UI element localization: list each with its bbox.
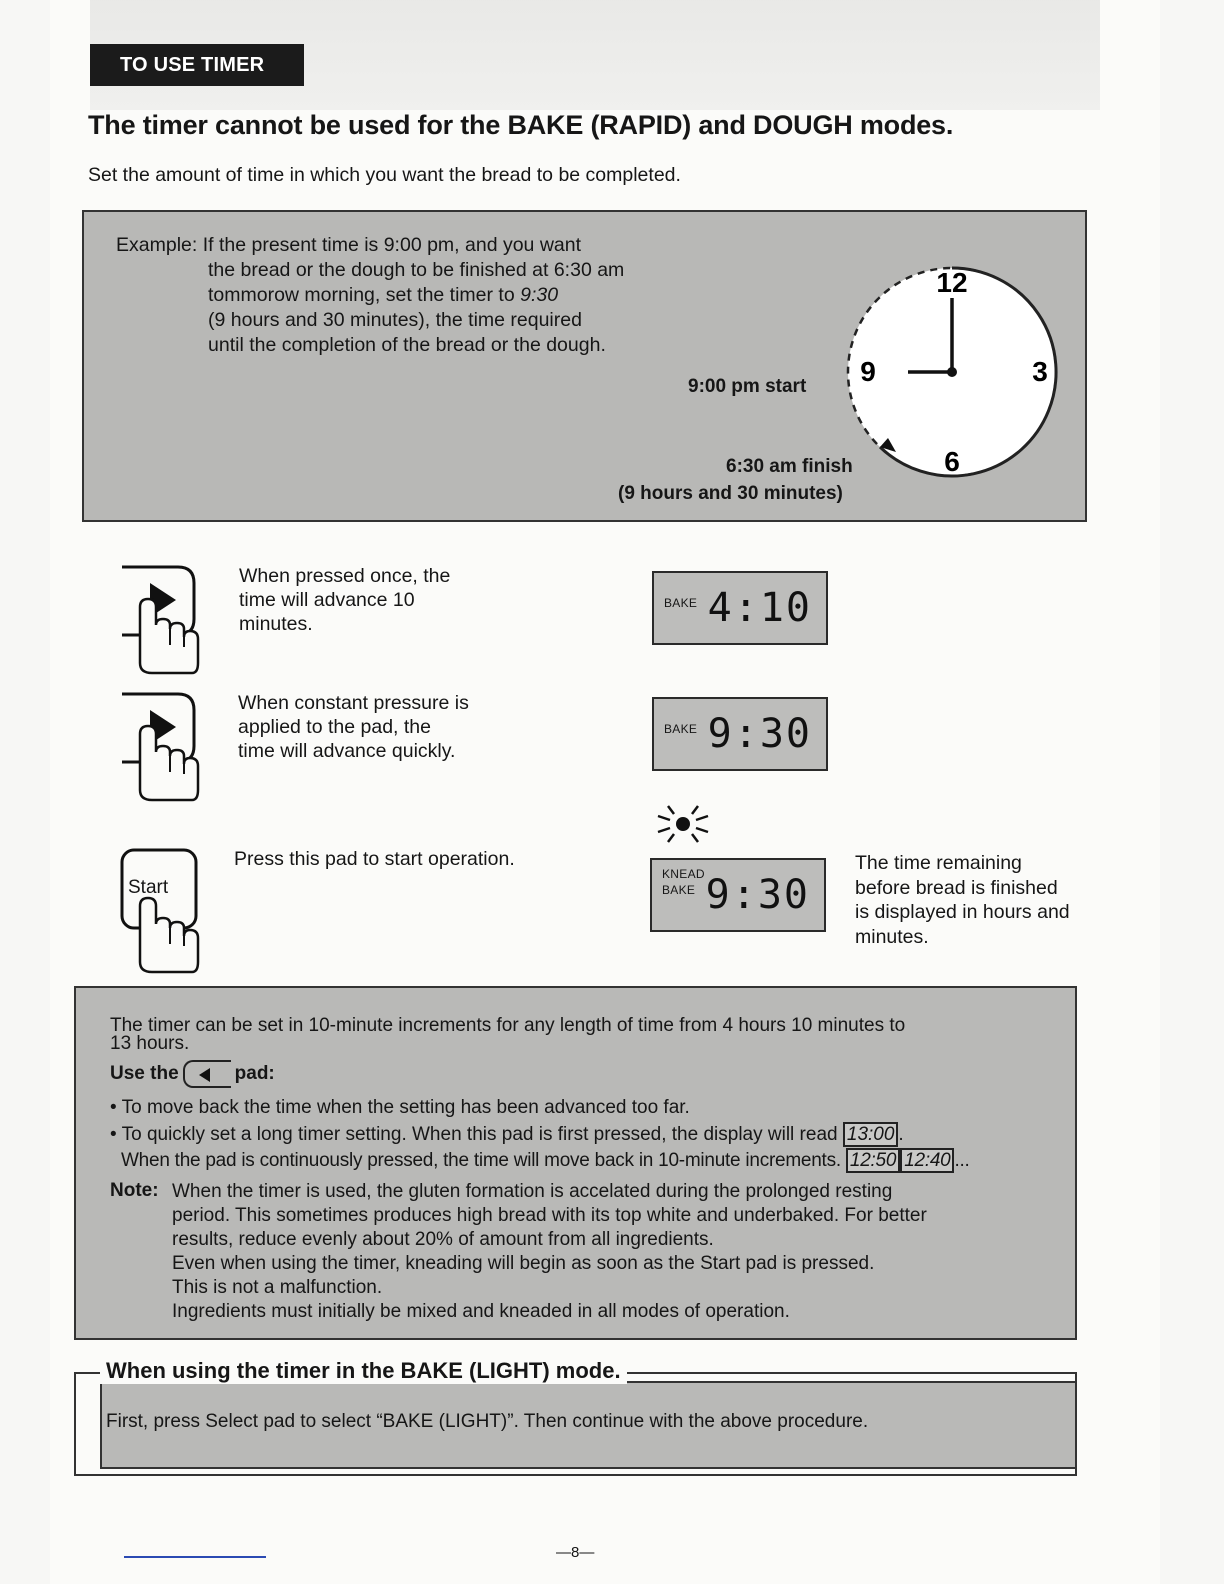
advance-hold-text: When constant pressure is applied to the pad, the time will advance quickly. — [238, 692, 469, 762]
range-text-1: The timer can be set in 10-minute increments for any length of time from 4 hours 10 minutes to — [110, 1015, 906, 1036]
example-box — [82, 210, 1087, 522]
lcd-digits: 9:30 — [705, 872, 810, 918]
advance-pad-icon — [118, 563, 204, 675]
lcd-digits: 4:10 — [707, 585, 812, 631]
clock-number-12: 12 — [936, 267, 968, 298]
start-pad-icon — [118, 848, 204, 974]
clock-number-3: 3 — [1032, 356, 1048, 387]
decrement-value-1: 12:50 — [846, 1148, 900, 1173]
lcd-display-2 — [652, 697, 828, 771]
lcd-display-1 — [652, 571, 828, 645]
section-tag: TO USE TIMER — [90, 44, 304, 86]
start-pad-label: Start — [128, 877, 169, 898]
example-text: the bread or the dough to be finished at 6:30 am tommorow morning, set the timer to 9:30 (9 hours and 30 minutes), the time required until the completion of the bread or the dough. — [208, 259, 625, 356]
clock-duration-label: (9 hours and 30 minutes) — [618, 483, 843, 504]
lcd-display-3 — [650, 858, 826, 932]
use-pad-line: Use the pad: — [110, 1060, 275, 1088]
beeper-icon — [648, 798, 718, 850]
note-label: Note: — [110, 1180, 159, 1201]
bullet-1: • To move back the time when the setting has been advanced too far. — [110, 1097, 690, 1118]
example-label: Example: If the present time is 9:00 pm, and you want — [116, 234, 582, 256]
continuous-line: When the pad is continuously pressed, the time will move back in 10-minute increments. 12:50 12:40 ... — [121, 1150, 970, 1171]
clock-start-label: 9:00 pm start — [688, 376, 807, 397]
display-read-value: 13:00 — [843, 1122, 899, 1147]
clock-number-6: 6 — [944, 446, 960, 477]
clock-finish-label: 6:30 am finish — [726, 456, 853, 477]
lcd-digits: 9:30 — [707, 711, 812, 757]
advance-once-text: When pressed once, the time will advance 10 minutes. — [239, 565, 451, 635]
page-number: —8— — [556, 1544, 595, 1561]
advance-hold-pad-icon — [118, 690, 204, 802]
clock-number-9: 9 — [860, 356, 876, 387]
note-text: When the timer is used, the gluten formation is accelated during the prolonged resting period. This sometimes produces high bread with its top white and underbaked. For better results, reduce evenly about 20% of amount from all ingredients. Even when using the timer, kneading will begin as soon as the Start pad is pressed. This is not a malfunction. Ingredients must initially be mixed and kneaded in all modes of operation. — [172, 1181, 927, 1322]
lcd-mode: BAKE — [664, 596, 698, 610]
page-headline: The timer cannot be used for the BAKE (RAPID) and DOUGH modes. — [88, 110, 954, 140]
light-section-heading: When using the timer in the BAKE (LIGHT) mode. — [100, 1358, 627, 1384]
footer-line — [124, 1556, 266, 1558]
time-remaining-text: The time remaining before bread is finished is displayed in hours and minutes. — [855, 852, 1070, 948]
timer-info-box — [74, 986, 1077, 1340]
bullet-2: • To quickly set a long timer setting. When this pad is first pressed, the display will read 13:00 . — [110, 1124, 904, 1145]
start-pad-text: Press this pad to start operation. — [234, 848, 515, 870]
light-section-text: First, press Select pad to select “BAKE (LIGHT)”. Then continue with the above procedure. — [106, 1411, 869, 1432]
range-text-2: 13 hours. — [110, 1033, 190, 1054]
lcd-mode: BAKE — [664, 722, 698, 736]
clock-diagram — [844, 230, 1074, 510]
decrement-value-2: 12:40 — [900, 1148, 954, 1173]
lcd-mode: KNEAD BAKE — [662, 867, 705, 897]
intro-text: Set the amount of time in which you want the bread to be completed. — [88, 164, 681, 186]
light-section-box — [100, 1381, 1077, 1469]
back-pad-icon — [183, 1060, 231, 1088]
clock-center — [947, 367, 957, 377]
